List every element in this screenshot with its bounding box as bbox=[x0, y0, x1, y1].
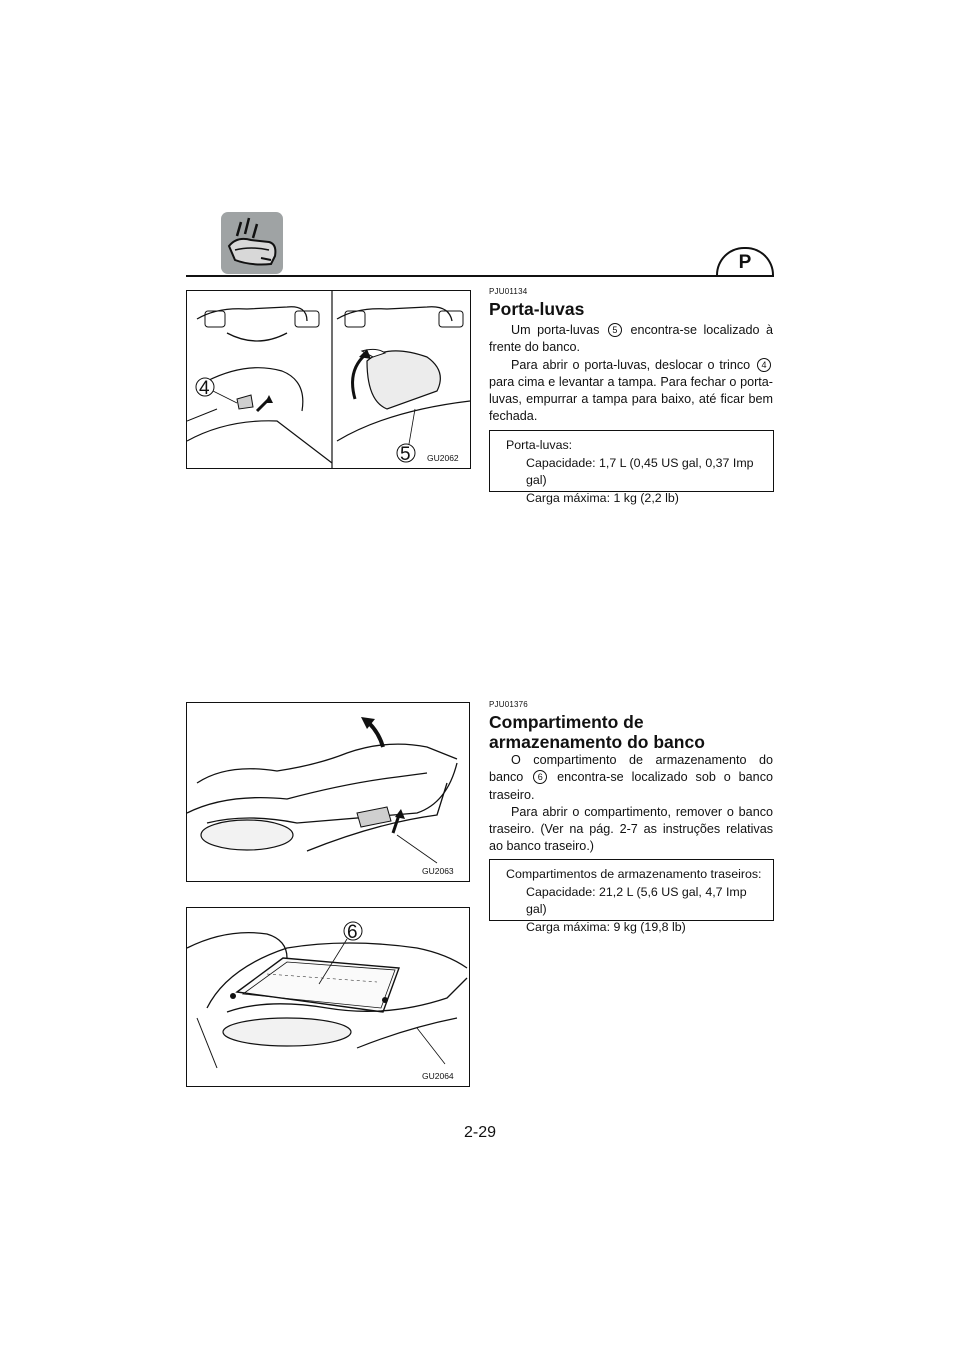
spec-box bbox=[489, 859, 774, 934]
section-body: Um porta-luvas 5 encontra-se localizado à frente do banco. Para abrir o porta-luvas, deslocar o trinco 4 para cima e levantar a tampa. Para fechar o porta-luvas, empurrar a tampa para baixo, até ficar bem fechada. bbox=[489, 323, 774, 424]
seat-removal-figure bbox=[186, 702, 470, 882]
section-code: PJU01134 bbox=[489, 287, 528, 296]
page-number: 2-29 bbox=[463, 1124, 497, 1141]
callout-glove-compartment: 5 bbox=[400, 444, 411, 465]
section-code: PJU01376 bbox=[489, 700, 528, 709]
spec-title: Porta-luvas: bbox=[506, 438, 573, 452]
header-rule bbox=[186, 275, 774, 277]
spec-max-load: Carga máxima: 9 kg (19,8 lb) bbox=[526, 919, 686, 934]
callout-storage: 6 bbox=[347, 922, 358, 943]
callout-latch: 4 bbox=[199, 378, 210, 399]
figure-code: GU2064 bbox=[422, 1071, 454, 1081]
glove-compartment-figure bbox=[186, 290, 471, 469]
figure-code: GU2063 bbox=[422, 866, 454, 876]
spec-box bbox=[489, 430, 774, 505]
reference-number: 4 bbox=[757, 358, 771, 372]
spec-capacity: Capacidade: 1,7 L (0,45 US gal, 0,37 Imp gal) bbox=[526, 455, 754, 487]
section-body: O compartimento de armazenamento do banco 6 encontra-se localizado sob o banco traseiro. Para abrir o compartimento, remover o banco traseiro. (Ver na pág. 2-7 as instruções relativas ao banco traseiro.) bbox=[489, 753, 773, 854]
jetski-features-icon bbox=[221, 212, 283, 274]
language-badge: P bbox=[716, 247, 774, 275]
spec-max-load: Carga máxima: 1 kg (2,2 lb) bbox=[526, 490, 679, 505]
figure-code: GU2062 bbox=[427, 453, 459, 463]
storage-compartment-figure bbox=[186, 907, 470, 1087]
spec-capacity: Capacidade: 21,2 L (5,6 US gal, 4,7 Imp gal) bbox=[526, 884, 747, 916]
spec-title: Compartimentos de armazenamento traseiros: bbox=[506, 867, 762, 881]
reference-number: 5 bbox=[608, 323, 622, 337]
section-title: Porta-luvas bbox=[489, 299, 585, 319]
reference-number: 6 bbox=[533, 770, 547, 784]
section-title: Compartimento de armazenamento do banco bbox=[489, 712, 705, 752]
